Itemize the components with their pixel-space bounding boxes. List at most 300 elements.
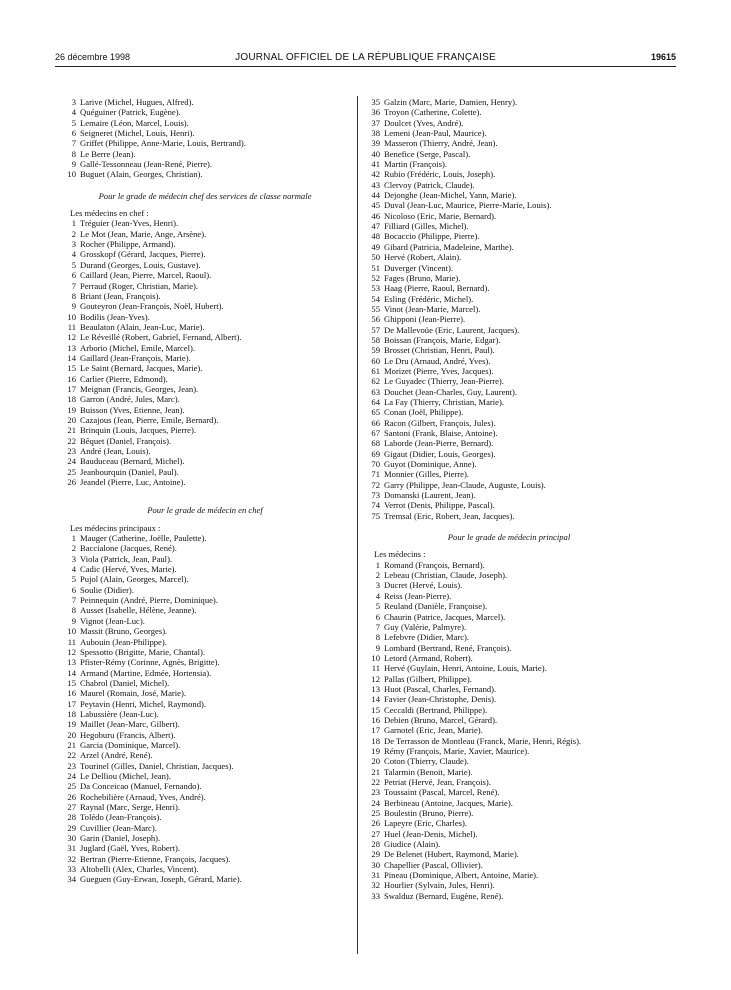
person-name: Reuland (Danièle, Françoise). (384, 601, 488, 612)
person-name: Labussière (Jean-Luc). (80, 708, 159, 719)
section-subheading: Les médecins : (374, 549, 426, 560)
item-number: 3 (71, 553, 76, 564)
item-number: 38 (371, 128, 380, 139)
item-number: 12 (67, 646, 76, 657)
item-number: 23 (67, 760, 76, 771)
item-number: 28 (371, 839, 380, 850)
item-number: 10 (67, 311, 76, 322)
list-item (364, 653, 654, 663)
left-column (60, 97, 350, 885)
person-name: Hervé (Guylain, Henri, Antoine, Louis, Marie). (384, 663, 547, 674)
person-name: Chapellier (Pascal, Ollivier). (384, 859, 483, 870)
item-number: 16 (67, 373, 76, 384)
item-number: 67 (371, 428, 380, 438)
list-item (364, 283, 654, 293)
list-medecins-en-chef (60, 218, 350, 487)
person-name: Mauger (Catherine, Joëlle, Paulette). (80, 533, 207, 544)
item-number: 1 (375, 559, 380, 570)
list-item (60, 394, 350, 404)
list-item (364, 314, 654, 324)
person-name: Le Berre (Jean). (80, 148, 136, 159)
person-name: Le Dru (Arnaud, André, Yves). (384, 355, 491, 366)
person-name: De Terrasson de Montleau (Franck, Marie, Henri, Régis). (384, 735, 582, 746)
list-item (60, 533, 350, 543)
item-number: 14 (371, 694, 380, 705)
person-name: Huot (Pascal, Charles, Fernand). (384, 683, 497, 694)
list-item (364, 438, 654, 448)
person-name: Romand (François, Bernard). (384, 559, 485, 570)
item-number: 15 (67, 677, 76, 688)
item-number: 63 (371, 386, 380, 397)
item-number: 20 (67, 729, 76, 740)
item-number: 23 (371, 787, 380, 798)
person-name: Guy (Valérie, Palmyre). (384, 621, 467, 632)
list-item (364, 356, 654, 366)
list-item (60, 843, 350, 853)
item-number: 12 (67, 332, 76, 343)
item-number: 37 (371, 117, 380, 128)
item-number: 58 (371, 334, 380, 345)
list-item (364, 891, 654, 901)
item-number: 25 (67, 466, 76, 477)
list-item (60, 626, 350, 636)
list-item (364, 169, 654, 179)
person-name: Bauduceau (Bernard, Michel). (80, 456, 185, 467)
list-item (364, 428, 654, 438)
item-number: 31 (67, 843, 76, 854)
item-number: 36 (371, 107, 380, 118)
list-item (364, 180, 654, 190)
item-number: 13 (67, 657, 76, 668)
list-item (60, 574, 350, 584)
person-name: Boulestin (Bruno, Pierre). (384, 808, 474, 819)
person-name: Martin (François). (384, 159, 448, 170)
item-number: 45 (371, 200, 380, 211)
item-number: 10 (67, 169, 76, 180)
person-name: Maurel (Romain, José, Marie). (80, 688, 186, 699)
list-item (60, 97, 350, 107)
list-continued (364, 97, 654, 521)
item-number: 21 (371, 766, 380, 777)
person-name: Bertran (Pierre-Etienne, François, Jacques). (80, 853, 231, 864)
list-item (364, 632, 654, 642)
item-number: 40 (371, 148, 380, 159)
item-number: 52 (371, 272, 380, 283)
item-number: 9 (71, 301, 76, 312)
item-number: 19 (67, 719, 76, 730)
list-item (60, 657, 350, 667)
person-name: Peinnequin (André, Pierre, Dominique). (80, 595, 218, 606)
list-item (364, 860, 654, 870)
item-number: 5 (71, 259, 76, 270)
list-item (364, 397, 654, 407)
list-item (60, 363, 350, 373)
item-number: 18 (67, 708, 76, 719)
item-number: 8 (375, 632, 380, 643)
list-item (364, 839, 654, 849)
list-item (60, 585, 350, 595)
list-item (364, 252, 654, 262)
item-number: 33 (371, 890, 380, 901)
list-item (60, 384, 350, 394)
list-item (60, 740, 350, 750)
person-name: Durand (Georges, Louis, Gustave). (80, 259, 201, 270)
person-name: Conan (Joël, Philippe). (384, 407, 464, 418)
person-name: Benefice (Serge, Pascal). (384, 148, 471, 159)
item-number: 64 (371, 396, 380, 407)
list-item (60, 699, 350, 709)
person-name: Lombard (Bertrand, René, François). (384, 642, 512, 653)
item-number: 56 (371, 314, 380, 325)
person-name: Tremsal (Eric, Robert, Jean, Jacques). (384, 510, 515, 521)
section-heading-medecin-en-chef: Pour le grade de médecin en chef (147, 505, 263, 516)
item-number: 3 (71, 239, 76, 250)
person-name: Gallé-Tessonneau (Jean-René, Pierre). (80, 159, 213, 170)
person-name: Debien (Bruno, Marcel, Gérard). (384, 714, 498, 725)
person-name: Douchet (Jean-Charles, Guy, Laurent). (384, 386, 518, 397)
item-number: 27 (67, 802, 76, 812)
section-heading-medecin-chef-services: Pour le grade de médecin chef des services de classe normale (98, 190, 312, 201)
list-item (60, 864, 350, 874)
list-item (60, 332, 350, 342)
person-name: Chabrol (Daniel, Michel). (80, 677, 170, 688)
person-name: André (Jean, Louis). (80, 446, 151, 456)
person-name: Garron (André, Jules, Marc). (80, 394, 180, 405)
person-name: Filliard (Gilles, Michel). (384, 221, 469, 232)
person-name: Garin (Daniel, Joseph). (80, 833, 161, 844)
person-name: Laborde (Jean-Pierre, Bernard). (384, 438, 494, 449)
person-name: Petriat (Hervé, Jean, François). (384, 777, 491, 787)
list-item (60, 554, 350, 564)
person-name: Jeandel (Pierre, Luc, Antoine). (80, 477, 186, 488)
item-number: 55 (371, 303, 380, 314)
item-number: 20 (67, 414, 76, 425)
list-item (60, 128, 350, 138)
person-name: Gaillard (Jean-François, Marie). (80, 352, 191, 363)
item-number: 66 (371, 417, 380, 428)
item-number: 4 (375, 590, 380, 601)
item-number: 9 (375, 642, 380, 653)
person-name: Toussaint (Pascal, Marcel, René). (384, 787, 500, 798)
item-number: 18 (371, 735, 380, 746)
list-item (364, 880, 654, 890)
item-number: 15 (67, 363, 76, 374)
person-name: Giudice (Alain). (384, 839, 441, 850)
list-item (364, 705, 654, 715)
item-number: 21 (67, 425, 76, 436)
person-name: Juglard (Gaël, Yves, Robert). (80, 843, 181, 854)
list-item (364, 107, 654, 117)
page-header (55, 52, 676, 66)
person-name: Rémy (François, Marie, Xavier, Maurice). (384, 745, 530, 756)
person-name: Massit (Bruno, Georges). (80, 626, 168, 637)
item-number: 25 (67, 781, 76, 792)
list-item (364, 325, 654, 335)
item-number: 23 (67, 446, 76, 456)
list-item (364, 335, 654, 345)
item-number: 6 (375, 611, 380, 622)
list-item (364, 231, 654, 241)
person-name: Spessotto (Brigitte, Marie, Chantal). (80, 646, 206, 657)
list-item (364, 694, 654, 704)
list-item (364, 818, 654, 828)
list-item (364, 787, 654, 797)
list-item (364, 97, 654, 107)
item-number: 26 (67, 477, 76, 488)
list-item (60, 781, 350, 791)
person-name: Da Conceicao (Manuel, Fernando). (80, 781, 202, 792)
item-number: 7 (71, 280, 76, 291)
item-number: 2 (71, 228, 76, 239)
list-item (60, 118, 350, 128)
person-name: Berbineau (Antoine, Jacques, Marie). (384, 797, 513, 808)
list-item (364, 643, 654, 653)
person-name: Vinot (Jean-Marie, Marcel). (384, 303, 481, 314)
item-number: 34 (67, 874, 76, 885)
person-name: Buguet (Alain, Georges, Christian). (80, 169, 203, 180)
list-item (60, 270, 350, 280)
section-subheading: Les médecins principaux : (70, 522, 161, 533)
list-item (364, 674, 654, 684)
person-name: Reiss (Jean-Pierre). (384, 590, 452, 601)
person-name: Bocaccio (Philippe, Pierre). (384, 231, 480, 242)
item-number: 65 (371, 407, 380, 418)
person-name: Meignan (Francis, Georges, Jean). (80, 383, 199, 394)
list-item (60, 249, 350, 259)
list-item (60, 343, 350, 353)
list-item (364, 798, 654, 808)
list-item (364, 500, 654, 510)
person-name: Carlier (Pierre, Edmond). (80, 373, 168, 384)
item-number: 30 (67, 833, 76, 844)
person-name: De Mallevoüe (Eric, Laurent, Jacques). (384, 324, 520, 335)
item-number: 10 (67, 626, 76, 637)
person-name: Lapeyre (Eric, Charles). (384, 818, 468, 829)
list-item (364, 294, 654, 304)
person-name: Griffet (Philippe, Anne-Marie, Louis, Bertrand). (80, 138, 246, 149)
person-name: Jeanbourquin (Daniel, Paul). (80, 466, 179, 477)
item-number: 71 (371, 469, 380, 480)
list-item (60, 436, 350, 446)
list-item (364, 612, 654, 622)
item-number: 19 (371, 745, 380, 756)
item-number: 10 (371, 652, 380, 663)
item-number: 12 (371, 673, 380, 684)
list-item (60, 616, 350, 626)
person-name: Dejonghe (Jean-Michel, Yann, Marie). (384, 190, 517, 201)
item-number: 70 (371, 459, 380, 470)
item-number: 7 (71, 138, 76, 149)
item-number: 1 (71, 533, 76, 544)
item-number: 8 (71, 148, 76, 159)
item-number: 6 (71, 584, 76, 595)
item-number: 8 (71, 290, 76, 301)
item-number: 68 (371, 438, 380, 449)
list-item (60, 291, 350, 301)
list-item (364, 849, 654, 859)
item-number: 16 (67, 688, 76, 699)
person-name: Lebeau (Christian, Claude, Joseph). (384, 570, 508, 581)
item-number: 50 (371, 252, 380, 263)
item-number: 62 (371, 376, 380, 387)
list-item (364, 190, 654, 200)
item-number: 1 (71, 218, 76, 229)
list-item (60, 688, 350, 698)
list-item (364, 490, 654, 500)
list-item (60, 730, 350, 740)
person-name: Santoni (Frank, Blaise, Antoine). (384, 428, 498, 438)
list-item (364, 221, 654, 231)
list-item (364, 376, 654, 386)
list-item (364, 345, 654, 355)
item-number: 32 (371, 880, 380, 891)
list-item (60, 761, 350, 771)
list-item (60, 477, 350, 487)
person-name: Arzel (André, René). (80, 750, 153, 761)
person-name: Cuvillier (Jean-Marc). (80, 822, 157, 833)
item-number: 4 (71, 249, 76, 260)
item-number: 5 (71, 574, 76, 585)
list-item (364, 459, 654, 469)
list-item (60, 833, 350, 843)
item-number: 61 (371, 365, 380, 376)
item-number: 72 (371, 479, 380, 490)
item-number: 60 (371, 355, 380, 366)
person-name: La Fay (Thierry, Christian, Marie). (384, 396, 504, 407)
item-number: 47 (371, 221, 380, 232)
item-number: 11 (67, 321, 76, 332)
person-name: Garnotel (Eric, Jean, Marie). (384, 725, 483, 736)
list-item (364, 580, 654, 590)
item-number: 4 (71, 107, 76, 118)
item-number: 31 (371, 870, 380, 881)
person-name: Pineau (Dominique, Albert, Antoine, Marie). (384, 870, 539, 881)
person-name: Aubouin (Jean-Philippe). (80, 636, 167, 647)
list-item (60, 564, 350, 574)
list-item (60, 812, 350, 822)
item-number: 2 (71, 543, 76, 554)
item-number: 25 (371, 808, 380, 819)
list-item (60, 107, 350, 117)
person-name: Le Delliou (Michel, Jean). (80, 770, 171, 781)
item-number: 49 (371, 241, 380, 252)
list-item (364, 725, 654, 735)
list-item (60, 425, 350, 435)
person-name: Le Mot (Jean, Marie, Ange, Arsène). (80, 228, 207, 239)
person-name: Boissan (François, Marie, Edgar). (384, 334, 501, 345)
item-number: 14 (67, 667, 76, 678)
person-name: Brosset (Christian, Henri, Paul). (384, 345, 495, 356)
list-item (364, 366, 654, 376)
item-number: 26 (371, 818, 380, 829)
list-item (364, 449, 654, 459)
list-item (364, 622, 654, 632)
item-number: 5 (375, 601, 380, 612)
list-item (364, 211, 654, 221)
list-item (60, 456, 350, 466)
header-rule (55, 66, 676, 67)
person-name: Ausset (Isabelle, Hélène, Jeanne). (80, 605, 197, 616)
list-item (60, 281, 350, 291)
list-item (364, 777, 654, 787)
item-number: 14 (67, 352, 76, 363)
list-item (60, 709, 350, 719)
person-name: Rocher (Philippe, Armand). (80, 239, 176, 250)
list-item (364, 273, 654, 283)
person-name: Maillet (Jean-Marc, Gilbert). (80, 719, 180, 730)
person-name: Monnier (Gilles, Pierre). (384, 469, 469, 480)
list-item (60, 637, 350, 647)
item-number: 7 (71, 595, 76, 606)
list-item (364, 418, 654, 428)
person-name: Peytavin (Henri, Michel, Raymond). (80, 698, 207, 709)
list-item (364, 746, 654, 756)
list-item (60, 668, 350, 678)
person-name: Domanski (Laurent, Jean). (384, 490, 476, 501)
person-name: Huel (Jean-Denis, Michel). (384, 828, 478, 839)
person-name: Chaurin (Patrice, Jacques, Marcel). (384, 611, 506, 622)
person-name: Viola (Patrick, Jean, Paul). (80, 553, 173, 564)
person-name: Ghipponi (Jean-Pierre). (384, 314, 466, 325)
person-name: Le Réveillé (Robert, Gabriel, Fernand, Albert). (80, 332, 242, 343)
issue-date: 26 décembre 1998 (55, 52, 131, 62)
list-item (60, 405, 350, 415)
list-item (364, 118, 654, 128)
person-name: Fages (Bruno, Marie). (384, 272, 461, 283)
person-name: Duval (Jean-Luc, Maurice, Pierre-Marie, Louis). (384, 200, 552, 211)
list-item (364, 684, 654, 694)
list-item (364, 149, 654, 159)
person-name: Grosskopf (Gérard, Jacques, Pierre). (80, 249, 206, 260)
list-item (364, 829, 654, 839)
section-subheading: Les médecins en chef : (70, 208, 149, 219)
item-number: 26 (67, 791, 76, 802)
person-name: Arborio (Michel, Emile, Marcel). (80, 342, 196, 353)
person-name: Masseron (Thierry, André, Jean). (384, 138, 498, 149)
item-number: 42 (371, 169, 380, 180)
item-number: 22 (67, 435, 76, 446)
item-number: 24 (371, 797, 380, 808)
person-name: Hegoburu (Francis, Albert). (80, 729, 176, 740)
person-name: Troyon (Catherine, Colette). (384, 107, 482, 118)
person-name: Garry (Philippe, Jean-Claude, Auguste, Louis). (384, 479, 546, 490)
person-name: Le Guyadec (Thierry, Jean-Pierre). (384, 376, 504, 387)
item-number: 6 (71, 128, 76, 139)
person-name: Nicoloso (Eric, Marie, Bernard). (384, 210, 497, 221)
item-number: 41 (371, 159, 380, 170)
item-number: 24 (67, 456, 76, 467)
list-continued (60, 97, 350, 180)
item-number: 15 (371, 704, 380, 715)
person-name: Vignot (Jean-Luc). (80, 615, 145, 626)
item-number: 9 (71, 615, 76, 626)
list-item (60, 854, 350, 864)
item-number: 53 (371, 283, 380, 294)
person-name: Hervé (Robert, Alain). (384, 252, 462, 263)
list-item (364, 511, 654, 521)
list-item (364, 304, 654, 314)
item-number: 46 (371, 210, 380, 221)
item-number: 13 (371, 683, 380, 694)
person-name: Baccialone (Jacques, René). (80, 543, 177, 554)
list-item (60, 374, 350, 384)
list-item (60, 792, 350, 802)
person-name: Duverger (Vincent). (384, 262, 454, 273)
person-name: Tourinel (Gilles, Daniel, Christian, Jacques). (80, 760, 234, 771)
person-name: Letord (Armand, Robert). (384, 652, 473, 663)
list-item (60, 678, 350, 688)
item-number: 51 (371, 262, 380, 273)
